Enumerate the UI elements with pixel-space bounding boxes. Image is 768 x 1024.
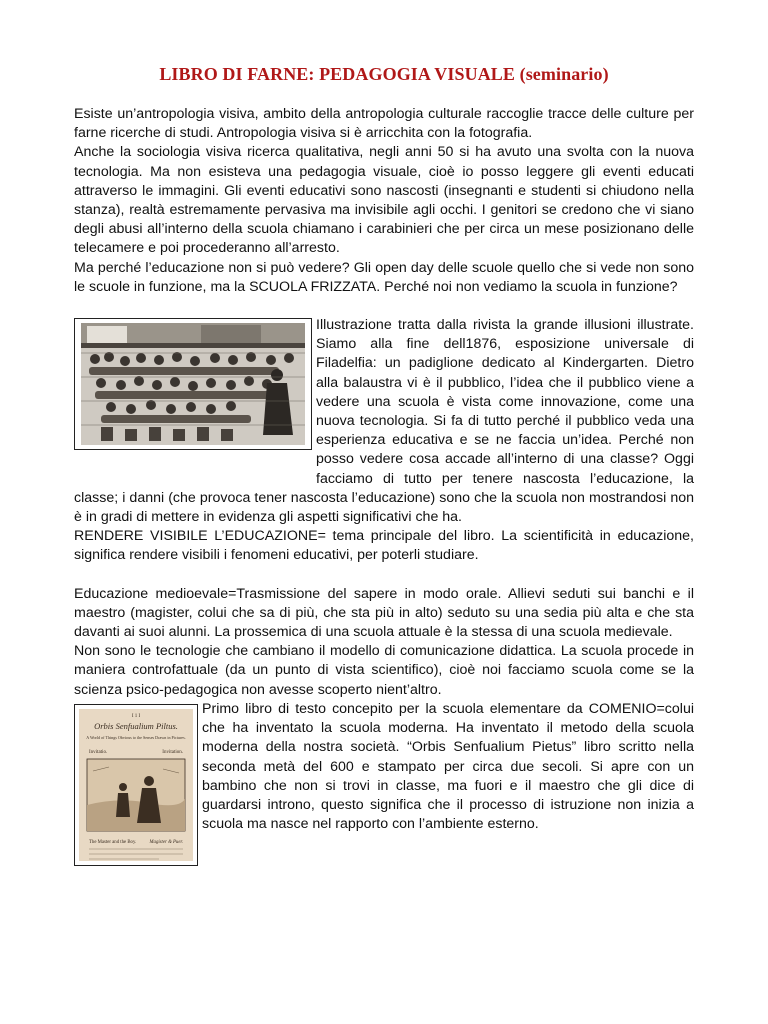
woodcut-master-head — [144, 776, 154, 786]
book-woodcut — [87, 759, 185, 831]
kindergarten-engraving-image — [74, 318, 312, 450]
book-subtitle: A World of Things Obvious to the Senses Drawn in Pictures. — [86, 734, 186, 740]
paragraph-comenio: Primo libro di testo concepito per la scuola elementare da COMENIO=colui che ha inventato la scuola moderna. Ha inventato il metodo della scuola moderna della nostra società. “Orbis Senfualium Pietus” libro scritto nella seconda metà del 600 e stampato per circa due secoli. Si apre con un bambino che non si trovi in classe, ma fuori e il maestro che gli dice di guardarsi introno, questo significa che il processo di istruzione non inizia a scuola ma nasce nel rapporto con l’ambiente esterno. — [202, 700, 694, 833]
book-title: Orbis Senfualium Piltus. — [94, 720, 178, 731]
book-page-illustration — [79, 709, 193, 861]
book-left-caption: The Master and the Boy. — [89, 839, 137, 845]
book-right-caption: Magister & Puer. — [149, 839, 183, 845]
paragraph-rendere-visibile: RENDERE VISIBILE L’EDUCAZIONE= tema principale del libro. La scientificità in educazione, significa rendere visibili i fenomeni educativi, per poterli studiare. — [74, 528, 694, 564]
woodcut-boy-head — [119, 783, 127, 791]
book-page-number: I 1 I — [131, 713, 141, 719]
paragraph-tecnologie: Non sono le tecnologie che cambiano il modello di comunicazione didattica. La scuola procede in maniera controfattuale (da un punto di vista scientifico), cioè noi facciamo scuola come se la scienza psico-pedagogica non avesse scoperto nient’altro. — [74, 643, 694, 698]
orbis-book-page-image — [74, 704, 198, 866]
engraving-balustrade — [81, 343, 305, 348]
woodcut-boy-body — [116, 793, 130, 817]
paragraph-sociologia: Anche la sociologia visiva ricerca qualitativa, negli anni 50 si ha avuto una svolta con la nuova tecnologia. Ma non esisteva una pedagogia visuale, cioè io posso leggere gli eventi educati attraverso le immagini. Gli eventi educativi sono nascosti (insegnanti e studenti si chiudono nella stanza), realtà estremamente pervasiva ma invisibile agli occhi. I genitori se credono che vi siano degli abusi all’interno della scuola chiamano i carabinieri che per circa un mese posizionano delle telecamere e poi procederanno all’arresto. — [74, 144, 694, 257]
book-left-heading: Invitatio. — [89, 749, 108, 755]
book-right-heading: Invitation. — [162, 749, 183, 755]
engraving-illustration — [81, 323, 305, 445]
spacer — [74, 297, 694, 316]
engraving-window — [87, 326, 127, 344]
engraving-wall-panel — [201, 325, 261, 345]
paragraph-antropologia: Esiste un’antropologia visiva, ambito della antropologia culturale raccoglie tracce delle culture per farne ricerche di studi. Antropologia visiva si è arricchita con la fotografia. — [74, 106, 694, 142]
page-title: LIBRO DI FARNE: PEDAGOGIA VISUALE (seminario) — [159, 64, 609, 84]
paragraph-medioevale: Educazione medioevale=Trasmissione del sapere in modo orale. Allievi seduti sui banchi e il maestro (magister, colui che sa di più, che sta più in alto) seduto su una sedia più alta e che sta davanti ai suoi alunni. La prossemica di una scuola attuale è la stessa di una scuola medievale. — [74, 585, 694, 641]
paragraph-kindergarten: Illustrazione tratta dalla rivista la grande illusioni illustrate. Siamo alla fine dell1876, esposizione universale di Filadelfia: un padiglione dedicato al Kindergarten. Dietro alla balaustra vi è il pubblico, l’idea che il pubblico viene a vedere una scuola è vista come innovazione, come una nuova tecnologia. Si fa di tutto perché il pubblico veda una esperienza educativa e se ne faccia un’idea. Perché non posso vedere cosa accade all’interno di una classe? Oggi facciamo di tutto per tenere nascosta l’educazione, la classe; i danni (che provoca tener nascosta l’educazione) sono che la scuola non mostrandosi non è in gradi di mettere in evidenza gli aspetti significativi che ha. — [74, 317, 694, 526]
paragraph-scuola-frizzata: Ma perché l’educazione non si può vedere? Gli open day delle scuole quello che si vede non sono le scuole in funzione, ma la SCUOLA FRIZZATA. Perché noi non vediamo la scuola in funzione? — [74, 259, 694, 295]
spacer — [74, 566, 694, 585]
document-body — [74, 105, 694, 845]
